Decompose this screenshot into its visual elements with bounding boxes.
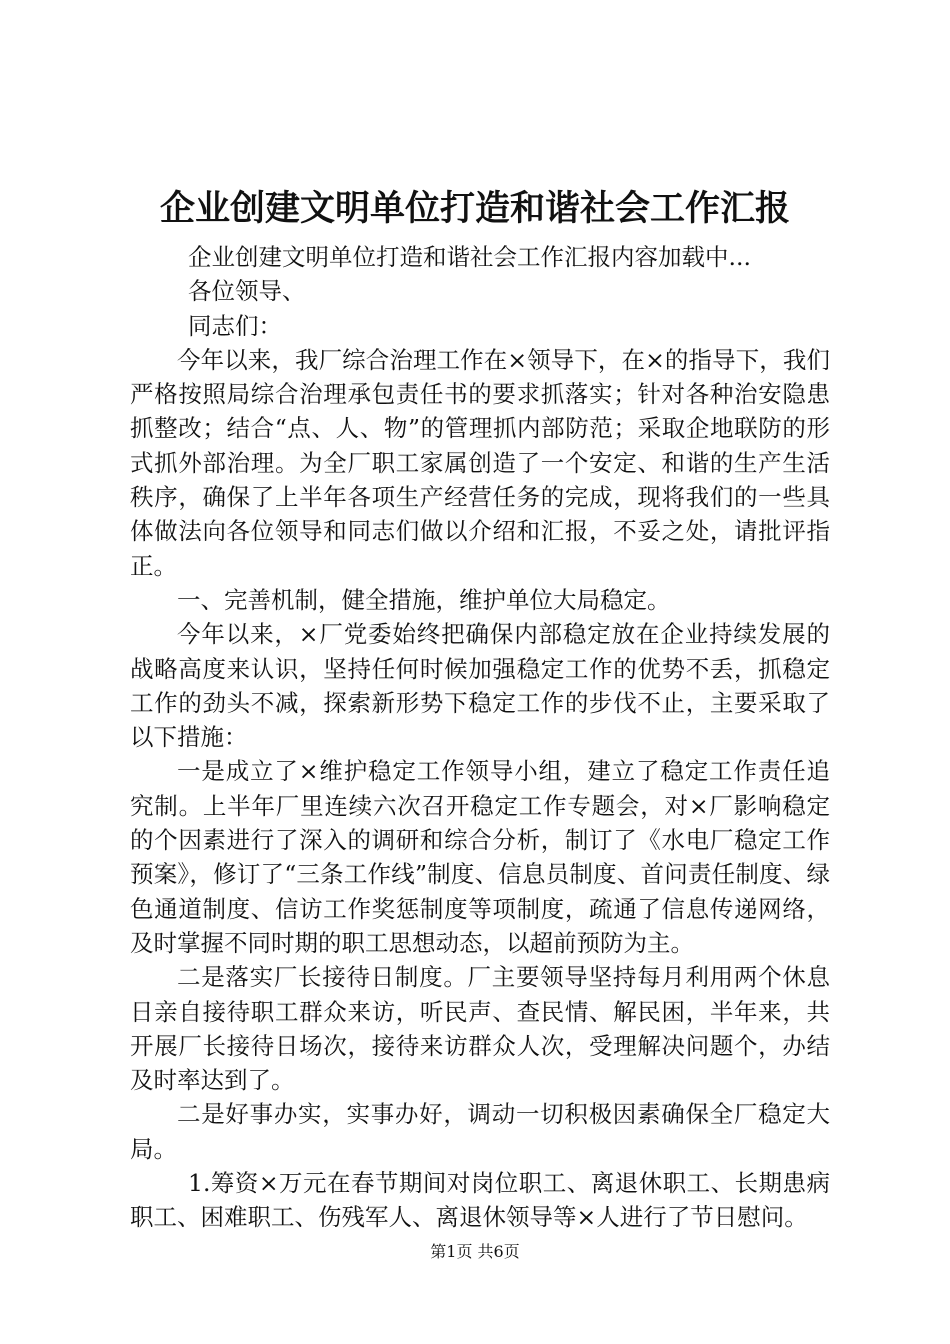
body-paragraph: 二是好事办实，实事办好，调动一切积极因素确保全厂稳定大局。 xyxy=(130,1100,830,1163)
salutation-line-1: 各位领导、 xyxy=(188,277,306,306)
salutation-line-2: 同志们： xyxy=(188,311,282,340)
body-paragraph: 一是成立了×维护稳定工作领导小组，建立了稳定工作责任追究制。上半年厂里连续六次召开稳定工作专题会，对×厂影响稳定的个因素进行了深入的调研和综合分析，制订了《水电厂稳定工作预案》，修订了“三条工作线”制度、信息员制度、首问责任制度、绿色通道制度、信访工作奖惩制度等项制度，疏通了信息传递网络，及时掌握不同时期的职工思想动态，以超前预防为主。 xyxy=(130,757,830,957)
page-number-footer: 第1页 共6页 xyxy=(430,1242,520,1261)
section-heading: 一、完善机制，健全措施，维护单位大局稳定。 xyxy=(177,585,671,614)
body-paragraph: 1.筹资×万元在春节期间对岗位职工、离退休职工、长期患病职工、困难职工、伤残军人、离退休领导等×人进行了节日慰问。 xyxy=(130,1169,830,1232)
loading-notice: 企业创建文明单位打造和谐社会工作汇报内容加载中... xyxy=(188,243,751,271)
body-paragraph: 今年以来，×厂党委始终把确保内部稳定放在企业持续发展的战略高度来认识，坚持任何时候加强稳定工作的优势不丢，抓稳定工作的劲头不减，探索新形势下稳定工作的步伐不止，主要采取了以下措施： xyxy=(130,620,830,752)
body-paragraph: 今年以来，我厂综合治理工作在×领导下，在×的指导下，我们严格按照局综合治理承包责任书的要求抓落实；针对各种治安隐患抓整改；结合“点、人、物”的管理抓内部防范；采取企地联防的形式抓外部治理。为全厂职工家属创造了一个安定、和谐的生产生活秩序，确保了上半年各项生产经营任务的完成，现将我们的一些具体做法向各位领导和同志们做以介绍和汇报，不妥之处，请批评指正。 xyxy=(130,345,830,580)
document-title: 企业创建文明单位打造和谐社会工作汇报 xyxy=(159,189,790,229)
document-body xyxy=(130,240,830,1235)
body-paragraph: 二是落实厂长接待日制度。厂主要领导坚持每月利用两个休息日亲自接待职工群众来访，听民声、查民情、解民困，半年来，共开展厂长接待日场次，接待来访群众人次，受理解决问题个，办结及时率达到了。 xyxy=(130,963,830,1095)
